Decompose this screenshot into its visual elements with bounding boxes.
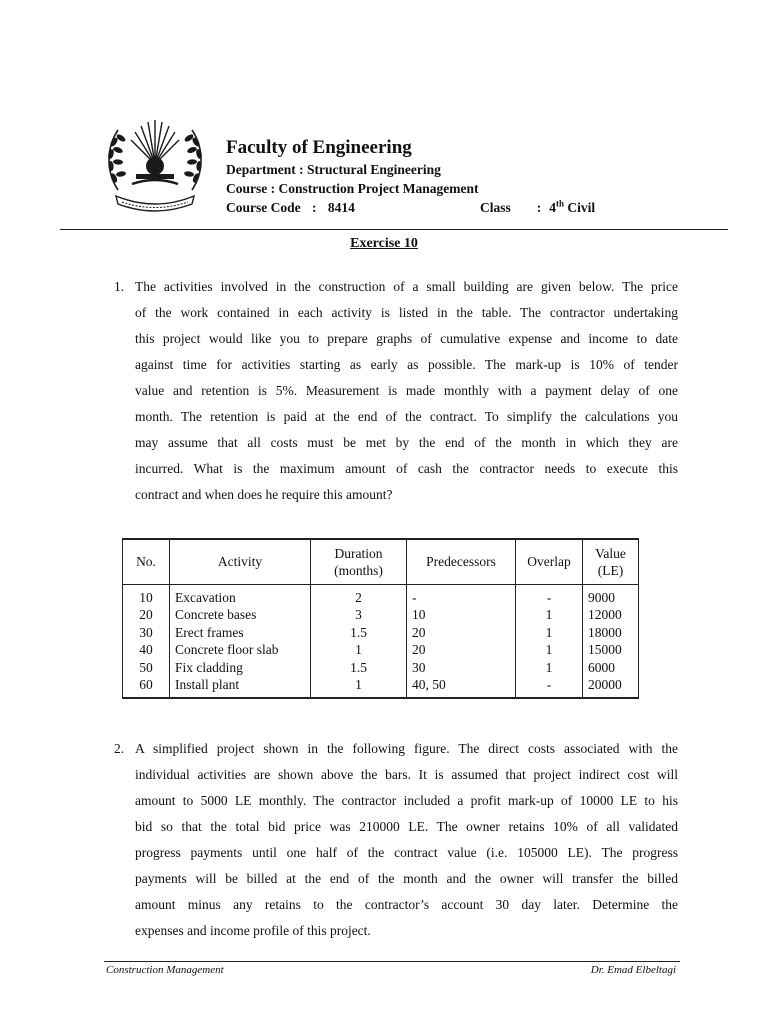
cell-value: 20000 <box>583 676 639 698</box>
text-line: expenses and income profile of this project. <box>135 923 371 938</box>
text-line: amount minus any retains to the contractor’s account 30 day later. Determine the <box>135 897 678 912</box>
class-info <box>480 198 595 217</box>
faculty-title: Faculty of Engineering <box>226 137 412 158</box>
header-activity: Activity <box>170 539 311 585</box>
text-line: may assume that all costs must be met by the end of the month in which they are <box>135 435 678 450</box>
course-value: Construction Project Management <box>278 181 479 196</box>
cell-predecessors: 30 <box>407 659 516 676</box>
table-row <box>123 676 639 698</box>
course-code-value: 8414 <box>327 200 355 215</box>
text-line: progress payments until one half of the contract value (i.e. 105000 LE). The progress <box>135 845 678 860</box>
cell-overlap: - <box>516 676 583 698</box>
text-line: The activities involved in the construction of a small building are given below. The price <box>135 279 678 294</box>
cell-predecessors: 20 <box>407 641 516 658</box>
cell-predecessors: - <box>407 585 516 607</box>
question-text <box>114 736 678 944</box>
department-label: Department : <box>226 162 304 177</box>
cell-activity: Concrete bases <box>170 606 311 623</box>
cell-no: 60 <box>123 676 170 698</box>
cell-no: 20 <box>123 606 170 623</box>
footer-course: Construction Management <box>106 964 224 976</box>
footer-author: Dr. Emad Elbeltagi <box>590 964 676 976</box>
text-line: of the work contained in each activity is listed in the table. The contractor undertaking <box>135 305 678 320</box>
text-line: month. The retention is paid at the end of the contract. To simplify the calculations you <box>135 409 678 424</box>
table-row <box>123 641 639 658</box>
header-duration: Duration (months) <box>311 539 407 585</box>
cell-overlap: 1 <box>516 606 583 623</box>
course-code-label: Course Code <box>226 200 301 215</box>
cell-activity: Install plant <box>170 676 311 698</box>
cell-duration: 1.5 <box>311 624 407 641</box>
question-number: 2. <box>114 741 125 756</box>
cell-overlap: - <box>516 585 583 607</box>
course-label: Course : <box>226 181 276 196</box>
cell-value: 12000 <box>583 606 639 623</box>
class-number: 4 <box>549 200 557 215</box>
cell-predecessors: 40, 50 <box>407 676 516 698</box>
cell-value: 15000 <box>583 641 639 658</box>
text-line: bid so that the total bid price was 210000 LE. The owner retains 10% of all validated <box>135 819 678 834</box>
course-code-colon: : <box>312 200 317 215</box>
table-row <box>123 585 639 607</box>
cell-duration: 3 <box>311 606 407 623</box>
cell-duration: 1 <box>311 641 407 658</box>
table-row <box>123 659 639 676</box>
course-code-line <box>226 198 596 217</box>
header-block <box>226 136 596 217</box>
cell-duration: 1 <box>311 676 407 698</box>
text-line: against time for activities starting as early as possible. The mark-up is 10% of tender <box>135 357 678 372</box>
cell-overlap: 1 <box>516 641 583 658</box>
course-line <box>226 179 478 198</box>
cell-predecessors: 10 <box>407 606 516 623</box>
question-text <box>114 274 678 508</box>
text-line: contract and when does he require this amount? <box>135 487 393 502</box>
department-line <box>226 160 478 179</box>
department-value: Structural Engineering <box>306 162 441 177</box>
text-line: amount to 5000 LE monthly. The contractor included a profit mark-up of 10000 LE to his <box>135 793 678 808</box>
cell-overlap: 1 <box>516 659 583 676</box>
cell-value: 6000 <box>583 659 639 676</box>
cell-no: 50 <box>123 659 170 676</box>
cell-activity: Concrete floor slab <box>170 641 311 658</box>
exercise-title: Exercise 10 <box>350 236 418 251</box>
cell-value: 9000 <box>583 585 639 607</box>
text-line: payments will be billed at the end of the month and the owner will transfer the billed <box>135 871 678 886</box>
cell-no: 40 <box>123 641 170 658</box>
footer-rule <box>104 961 680 962</box>
table-header-row <box>123 539 639 585</box>
activity-table <box>122 538 639 699</box>
class-colon: : <box>536 200 542 215</box>
cell-activity: Erect frames <box>170 624 311 641</box>
university-logo <box>104 112 206 216</box>
header-value: Value (LE) <box>583 539 639 585</box>
table-row <box>123 624 639 641</box>
cell-no: 10 <box>123 585 170 607</box>
text-line: individual activities are shown above the bars. It is assumed that project indirect cost will <box>135 767 678 782</box>
cell-activity: Excavation <box>170 585 311 607</box>
cell-duration: 1.5 <box>311 659 407 676</box>
cell-duration: 2 <box>311 585 407 607</box>
cell-predecessors: 20 <box>407 624 516 641</box>
question-2 <box>114 736 678 944</box>
question-number: 1. <box>114 279 125 294</box>
text-line: value and retention is 5%. Measurement is made monthly with a payment delay of one <box>135 383 678 398</box>
text-line: incurred. What is the maximum amount of cash the contractor needs to execute this <box>135 461 678 476</box>
question-1 <box>114 274 678 508</box>
text-line: this project would like you to prepare graphs of cumulative expense and income to date <box>135 331 678 346</box>
cell-no: 30 <box>123 624 170 641</box>
table-row <box>123 606 639 623</box>
header-overlap: Overlap <box>516 539 583 585</box>
class-name: Civil <box>567 200 596 215</box>
header-predecessors: Predecessors <box>407 539 516 585</box>
text-line: A simplified project shown in the following figure. The direct costs associated with the <box>135 741 678 756</box>
class-label: Class <box>480 200 511 215</box>
cell-value: 18000 <box>583 624 639 641</box>
class-superscript: th <box>556 198 565 209</box>
cell-overlap: 1 <box>516 624 583 641</box>
header-no: No. <box>123 539 170 585</box>
cell-activity: Fix cladding <box>170 659 311 676</box>
header-rule <box>60 229 728 230</box>
